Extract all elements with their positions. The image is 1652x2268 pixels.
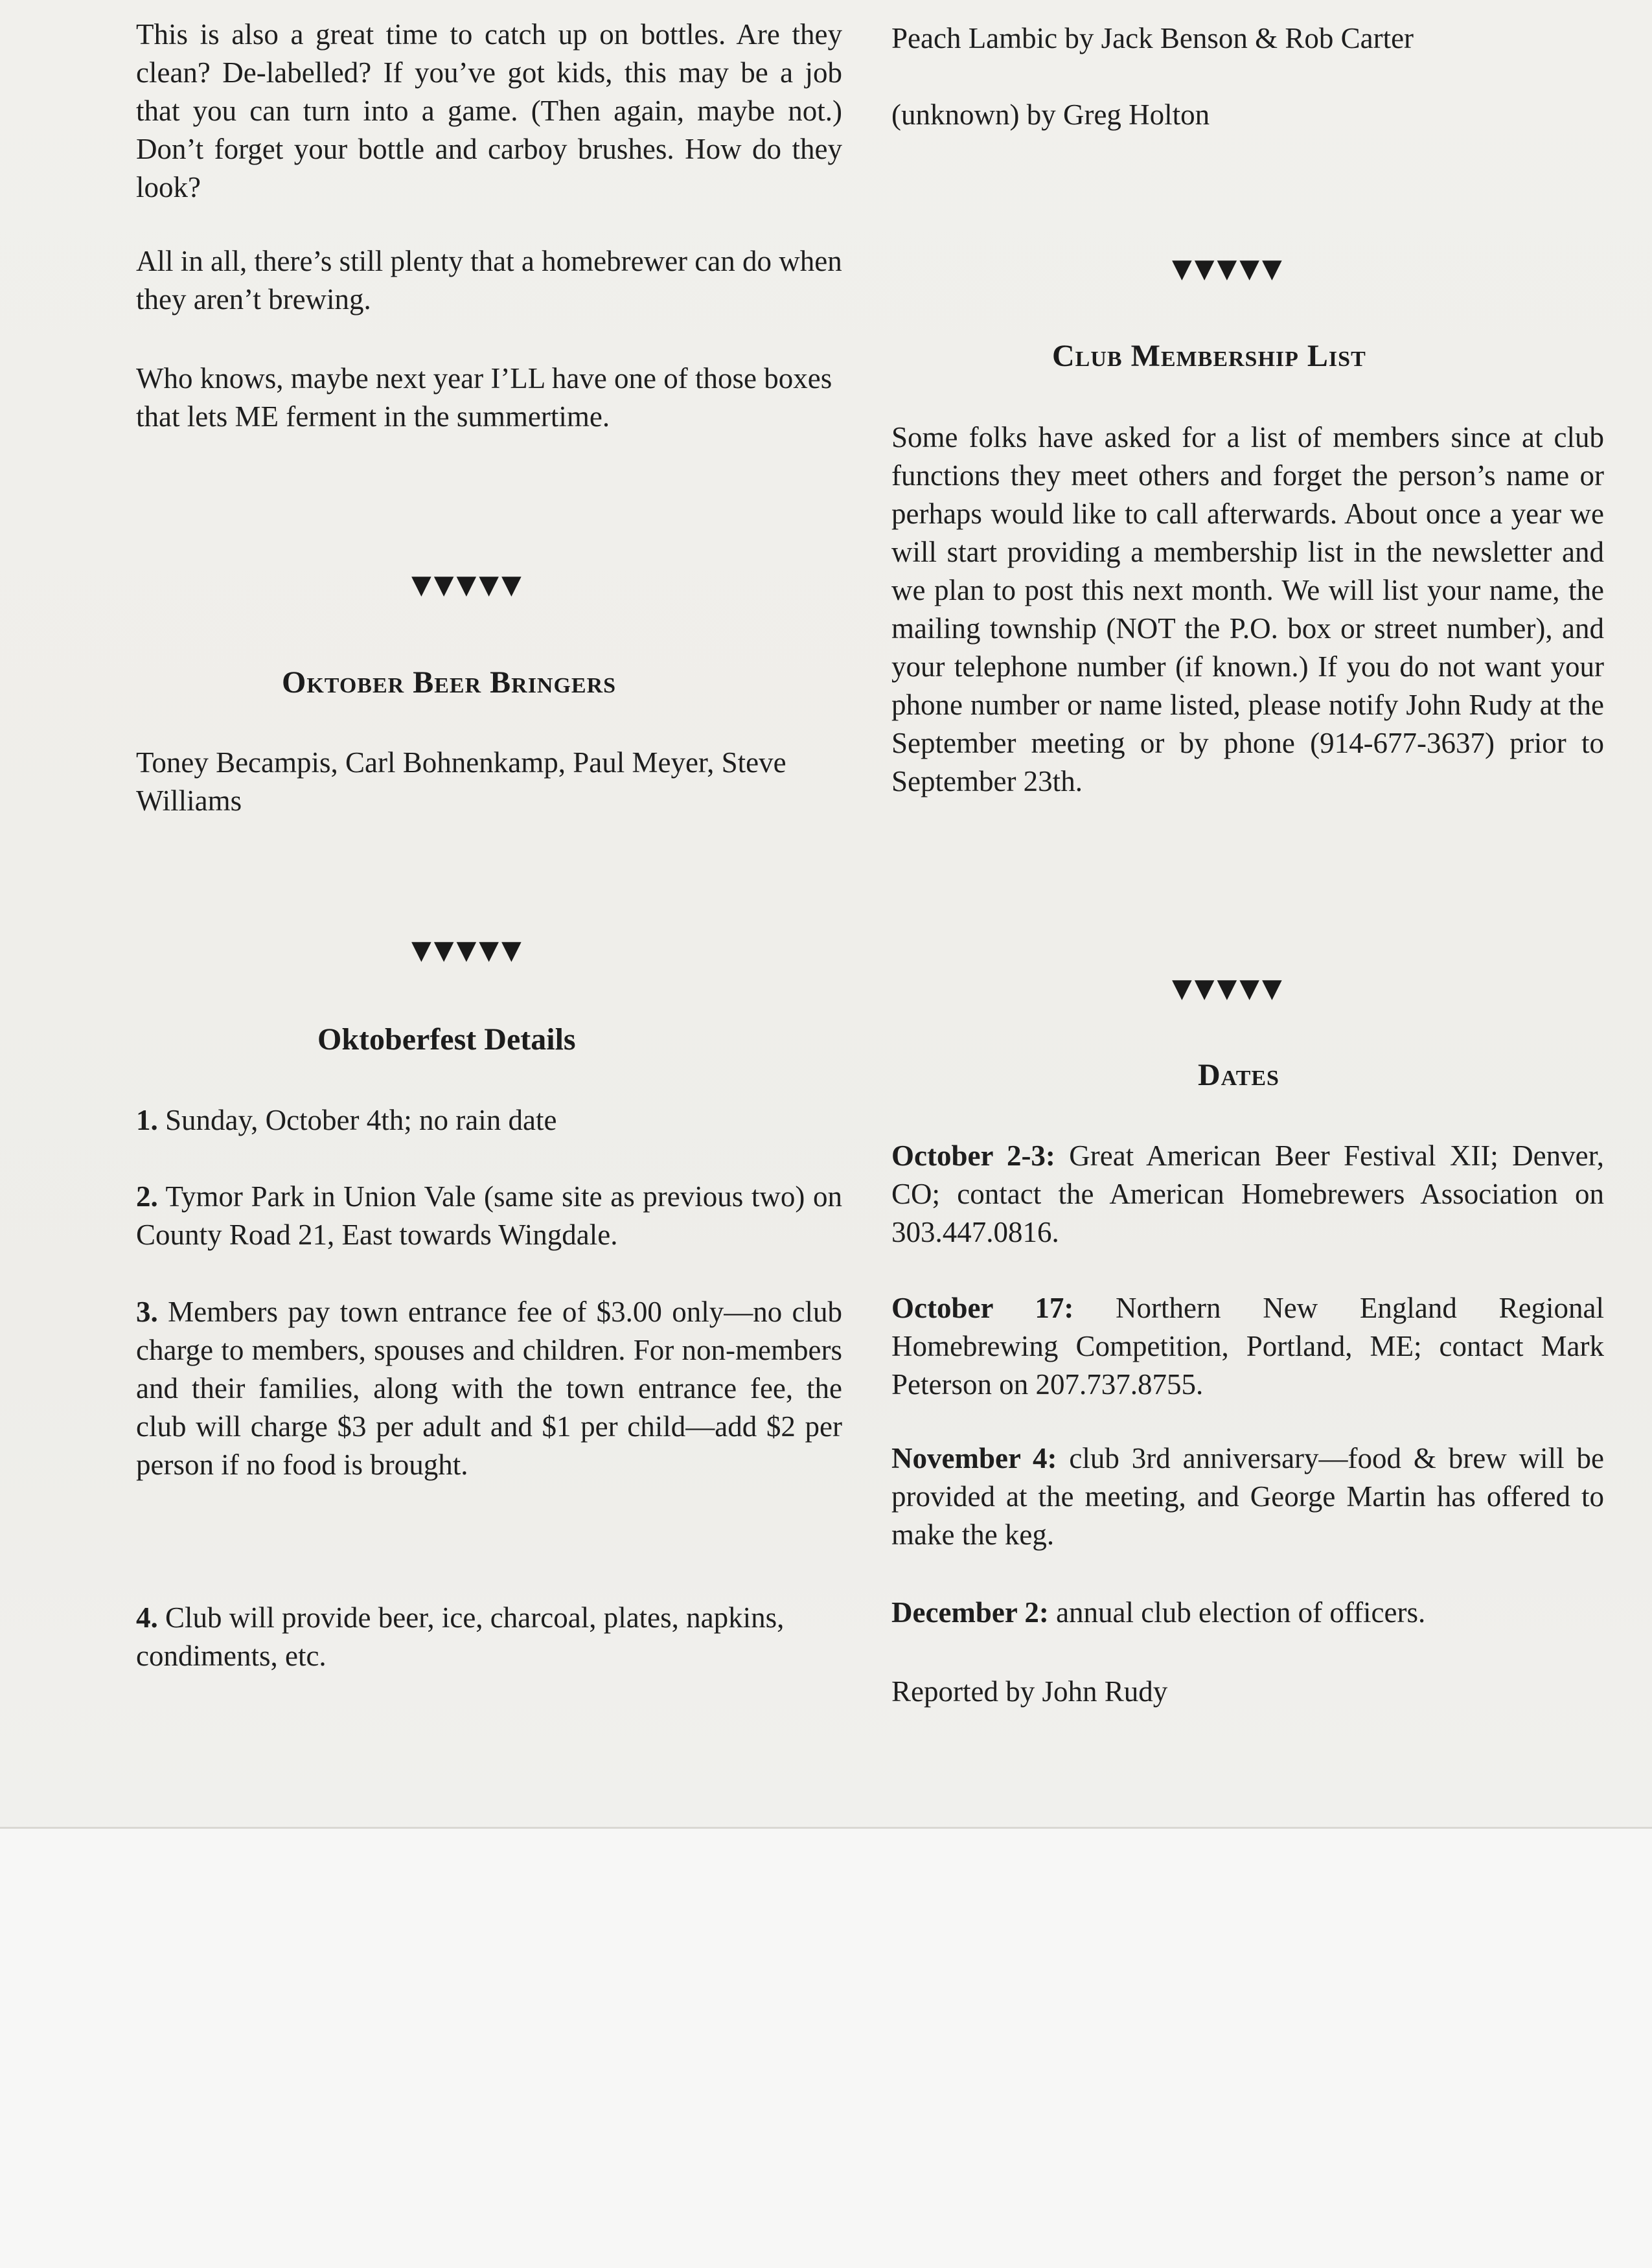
entry-peach-lambic: Peach Lambic by Jack Benson & Rob Carter	[891, 22, 1414, 54]
dates-heading: Dates	[1198, 1058, 1279, 1092]
date-entry: December 2: annual club election of officers.	[891, 1596, 1426, 1629]
paragraph-plenty: All in all, there’s still plenty that a homebrewer can do when they aren’t brewing.	[136, 245, 842, 315]
reported-by: Reported by John Rudy	[891, 1675, 1168, 1708]
bringers-names: Toney Becampis, Carl Bohnenkamp, Paul Meyer, Steve Williams	[136, 746, 786, 817]
date-entry: November 4: club 3rd anniversary—food & brew will be provided at the meeting, and George Martin has offered to make the keg.	[891, 1442, 1604, 1551]
divider-triangles: ▼▼▼▼▼	[411, 570, 524, 600]
detail-item-1: 1. Sunday, October 4th; no rain date	[136, 1104, 557, 1136]
details-heading: Oktoberfest Details	[317, 1022, 576, 1057]
detail-item-4: 4. Club will provide beer, ice, charcoal, plates, napkins, condiments, etc.	[136, 1601, 785, 1672]
membership-text: Some folks have asked for a list of members since at club functions they meet others and forget the person’s name or perhaps would like to call afterwards. About once a year we will start providing a membership list in the newsletter and we plan to post this next month. We will list your name, the mailing township (NOT the P.O. box or street number), and your telephone number (if known.) If you do not want your phone number or name listed, please notify John Rudy at the September meeting or by phone (914-677-3637) prior to September 23th.	[891, 421, 1604, 797]
detail-item-3: 3. Members pay town entrance fee of $3.00 only—no club charge to members, spouses and children. For non-members and their families, along with the town entrance fee, the club will charge $3 per adult and $1 per child—add $2 per person if no food is brought.	[136, 1296, 842, 1481]
paragraph-next-year: Who knows, maybe next year I’LL have one of those boxes that lets ME ferment in the summertime.	[136, 362, 832, 433]
paragraph-bottles: This is also a great time to catch up on bottles. Are they clean? De-labelled? If you’ve got kids, this may be a job that you can turn into a game. (Then again, maybe not.) Don’t forget your bottle and carboy brushes. How do they look?	[136, 18, 842, 203]
divider-triangles: ▼▼▼▼▼	[411, 935, 524, 965]
entry-unknown: (unknown) by Greg Holton	[891, 98, 1210, 131]
scanner-background	[0, 1829, 1652, 2268]
bringers-heading: Oktober Beer Bringers	[282, 665, 617, 700]
divider-triangles: ▼▼▼▼▼	[1172, 254, 1285, 284]
membership-heading: Club Membership List	[1052, 339, 1366, 373]
detail-item-2: 2. Tymor Park in Union Vale (same site as previous two) on County Road 21, East towards Wingdale.	[136, 1180, 842, 1251]
date-entry: October 2-3: Great American Beer Festival XII; Denver, CO; contact the American Homebrewers Association on 303.447.0816.	[891, 1140, 1605, 1248]
date-entry: October 17: Northern New England Regional Homebrewing Competition, Portland, ME; contact Mark Peterson on 207.737.8755.	[891, 1292, 1605, 1401]
divider-triangles: ▼▼▼▼▼	[1172, 974, 1285, 1003]
